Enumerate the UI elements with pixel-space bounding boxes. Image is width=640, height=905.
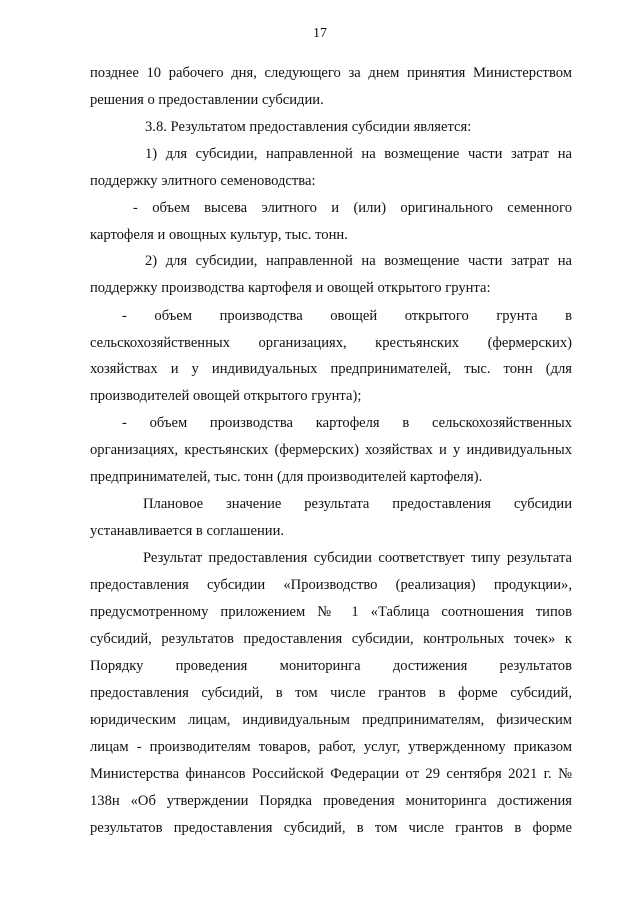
text-line: картофеля и овощных культур, тыс. тонн.: [90, 227, 348, 243]
text-line: организациях, крестьянских (фермерских) хозяйствах и у индивидуальных: [90, 442, 572, 458]
text-line: предпринимателей, тыс. тонн (для производителей картофеля).: [90, 469, 483, 485]
text-line: Результат предоставления субсидии соответствует типу результата: [143, 550, 572, 566]
text-line: Плановое значение результата предоставления субсидии: [143, 496, 572, 512]
text-line: Порядку проведения мониторинга достижения результатов: [90, 658, 572, 674]
text-line: 1) для субсидии, направленной на возмещение части затрат на: [145, 146, 572, 162]
text-line: предоставления субсидий, в том числе грантов в форме субсидий,: [90, 685, 572, 701]
text-line: производителей овощей открытого грунта);: [90, 388, 362, 404]
text-line: устанавливается в соглашении.: [90, 523, 285, 539]
text-line: - объем высева элитного и (или) оригинального семенного: [133, 200, 572, 216]
text-line: позднее 10 рабочего дня, следующего за днем принятия Министерством: [90, 65, 572, 81]
text-line: 2) для субсидии, направленной на возмещение части затрат на: [145, 253, 572, 269]
text-line: поддержку производства картофеля и овощей открытого грунта:: [90, 280, 491, 296]
text-line: юридическим лицам, индивидуальным предпринимателям, физическим: [90, 712, 572, 728]
text-line: предусмотренному приложением № 1 «Таблица соотношения типов: [90, 604, 572, 620]
text-line: - объем производства картофеля в сельскохозяйственных: [122, 415, 572, 431]
section-heading: 3.8. Результатом предоставления субсидии является:: [145, 119, 472, 135]
text-line: результатов предоставления субсидий, в том числе грантов в форме: [90, 820, 572, 836]
text-line: решения о предоставлении субсидии.: [90, 92, 324, 108]
text-line: Министерства финансов Российской Федерации от 29 сентября 2021 г. №: [90, 766, 572, 782]
text-line: - объем производства овощей открытого грунта в: [122, 308, 572, 324]
text-line: субсидий, результатов предоставления субсидии, контрольных точек» к: [90, 631, 572, 647]
page-number: 17: [313, 26, 327, 41]
text-line: предоставления субсидии «Производство (реализация) продукции»,: [90, 577, 572, 593]
text-line: лицам - производителям товаров, работ, услуг, утвержденному приказом: [90, 739, 572, 755]
text-line: поддержку элитного семеноводства:: [90, 173, 316, 189]
text-line: сельскохозяйственных организациях, крестьянских (фермерских): [90, 335, 572, 351]
text-line: хозяйствах и у индивидуальных предпринимателей, тыс. тонн (для: [90, 361, 572, 377]
text-line: 138н «Об утверждении Порядка проведения мониторинга достижения: [90, 793, 572, 809]
